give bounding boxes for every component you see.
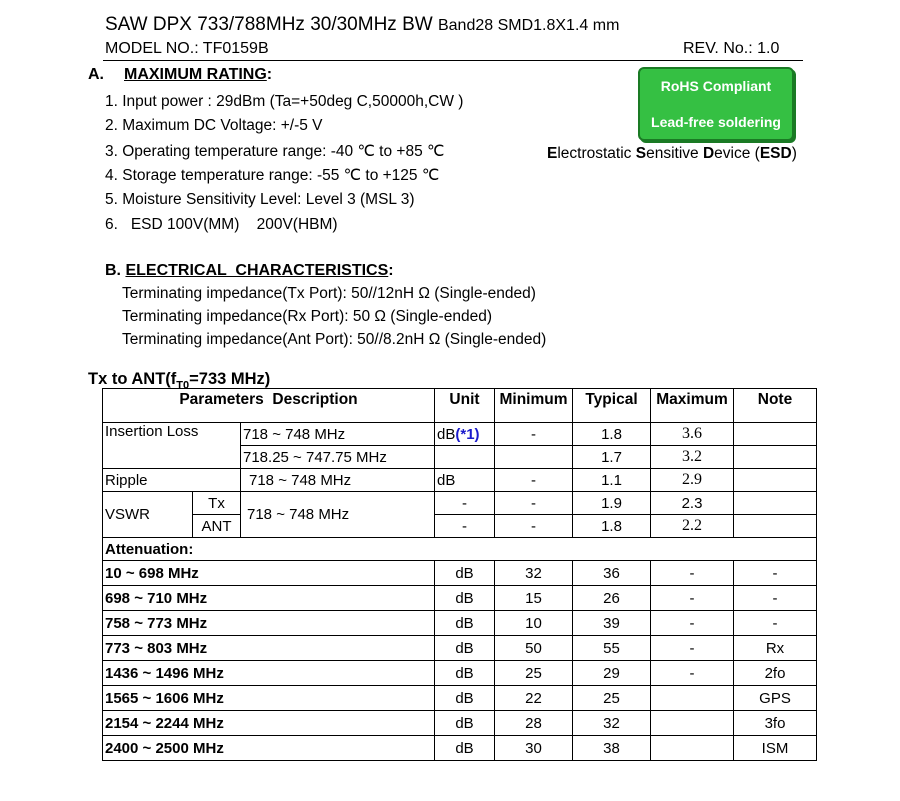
min-cell: 25 [495,661,573,686]
param-label: Ripple [103,469,241,492]
max-cell: - [651,561,734,586]
freq-range: 718 ~ 748 MHz [241,469,435,492]
rating-item: 1. Input power : 29dBm (Ta=+50deg C,50000h,CW ) [105,93,464,110]
param-label: Insertion Loss [103,423,241,469]
note-cell [734,469,817,492]
rohs-label: RoHS Compliant [660,78,772,94]
min-cell: 32 [495,561,573,586]
unit-cell: dB [435,611,495,636]
max-cell: 2.9 [651,469,734,492]
impedance-item: Terminating impedance(Tx Port): 50//12nH Ω (Single-ended) [122,285,536,302]
max-cell: - [651,636,734,661]
title-package: Band28 SMD1.8X1.4 mm [437,17,620,34]
col-header-typical: Typical [573,389,651,423]
unit-cell: dB [435,661,495,686]
typ-cell: 38 [573,736,651,761]
col-header-maximum: Maximum [651,389,734,423]
min-cell: 22 [495,686,573,711]
note-cell [734,423,817,446]
att-range: 758 ~ 773 MHz [103,611,435,636]
min-cell: - [495,492,573,515]
table-row [103,469,817,492]
unit-cell: dB [435,711,495,736]
max-cell [651,686,734,711]
impedance-item: Terminating impedance(Rx Port): 50 Ω (Single-ended) [122,308,492,325]
unit-cell: dB [435,736,495,761]
footnote-ref: (*1) [455,425,480,443]
att-range: 10 ~ 698 MHz [103,561,435,586]
esd-notice: Electrostatic Sensitive Device (ESD) [547,145,797,162]
min-cell: 28 [495,711,573,736]
impedance-item: Terminating impedance(Ant Port): 50//8.2nH Ω (Single-ended) [122,331,547,348]
document-title: SAW DPX 733/788MHz 30/30MHz BW Band28 SMD1.8X1.4 mm [105,14,620,35]
rating-item: 5. Moisture Sensitivity Level: Level 3 (MSL 3) [105,191,415,208]
min-cell: 10 [495,611,573,636]
typ-cell: 1.9 [573,492,651,515]
max-cell: - [651,611,734,636]
unit-cell: - [435,492,495,515]
typ-cell: 55 [573,636,651,661]
attenuation-row [103,586,817,611]
col-header-parameters: Parameters Description [103,389,435,423]
table-row [103,492,817,515]
typ-cell: 1.8 [573,423,651,446]
freq-range: 718 ~ 748 MHz [241,423,435,446]
min-cell: 15 [495,586,573,611]
min-cell [495,446,573,469]
attenuation-row [103,686,817,711]
att-range: 698 ~ 710 MHz [103,586,435,611]
unit-cell: dB [435,636,495,661]
max-cell: 3.6 [651,423,734,446]
attenuation-row [103,636,817,661]
typ-cell: 32 [573,711,651,736]
max-cell [651,711,734,736]
min-cell: - [495,469,573,492]
table-row [103,423,817,446]
typ-cell: 36 [573,561,651,586]
rating-item: 2. Maximum DC Voltage: +/-5 V [105,117,323,134]
unit-cell [435,446,495,469]
max-cell [651,736,734,761]
att-range: 1565 ~ 1606 MHz [103,686,435,711]
rating-item: 4. Storage temperature range: -55 ℃ to +125 ℃ [105,167,440,184]
table-title: Tx to $ANT(f_{T0}=733$ MHz) [88,370,271,392]
section-b-heading: B. ELECTRICAL CHARACTERISTICS: [105,262,394,279]
note-cell: ISM [734,736,817,761]
unit-cell: dB [435,586,495,611]
att-range: 1436 ~ 1496 MHz [103,661,435,686]
spec-table [102,388,817,761]
note-cell: GPS [734,686,817,711]
typ-cell: 26 [573,586,651,611]
min-cell: - [495,515,573,538]
section-a-heading: A. MAXIMUM RATING: [88,66,273,83]
unit-cell: dB [435,686,495,711]
att-range: 2400 ~ 2500 MHz [103,736,435,761]
typ-cell: 1.1 [573,469,651,492]
att-range: 2154 ~ 2244 MHz [103,711,435,736]
attenuation-row [103,661,817,686]
rating-item: 6. ESD 100V(MM) 200V(HBM) [105,216,338,233]
col-header-note: Note [734,389,817,423]
note-cell [734,446,817,469]
unit-cell: - [435,515,495,538]
param-label: VSWR [103,492,193,538]
table-header-row [103,389,817,423]
freq-range: 718.25 ~ 747.75 MHz [241,446,435,469]
attenuation-label: Attenuation: [103,538,817,561]
min-cell: 50 [495,636,573,661]
unit-cell: dB [435,561,495,586]
attenuation-row [103,736,817,761]
col-header-unit: Unit [435,389,495,423]
note-cell [734,492,817,515]
model-number: MODEL NO.: TF0159B [105,40,269,57]
note-cell: Rx [734,636,817,661]
header-divider [103,60,803,61]
max-cell: 2.3 [651,492,734,515]
max-cell: - [651,661,734,686]
attenuation-row [103,711,817,736]
typ-cell: 1.8 [573,515,651,538]
revision-number: REV. No.: 1.0 [683,40,780,57]
min-cell: 30 [495,736,573,761]
note-cell [734,515,817,538]
table-row [103,538,817,561]
note-cell: - [734,586,817,611]
attenuation-row [103,611,817,636]
note-cell: 3fo [734,711,817,736]
typ-cell: 29 [573,661,651,686]
max-cell: 3.2 [651,446,734,469]
port-cell: Tx [193,492,241,515]
attenuation-row [103,561,817,586]
lead-free-label: Lead-free soldering [651,114,781,130]
typ-cell: 1.7 [573,446,651,469]
max-cell: 2.2 [651,515,734,538]
unit-cell: dB(*1) [435,423,495,446]
col-header-minimum: Minimum [495,389,573,423]
note-cell: - [734,561,817,586]
typ-cell: 39 [573,611,651,636]
min-cell: - [495,423,573,446]
typ-cell: 25 [573,686,651,711]
freq-range: 718 ~ 748 MHz [241,492,435,538]
rohs-badge [638,67,794,141]
rating-item: 3. Operating temperature range: -40 ℃ to +85 ℃ [105,143,445,160]
note-cell: 2fo [734,661,817,686]
port-cell: ANT [193,515,241,538]
unit-cell: dB [435,469,495,492]
max-cell: - [651,586,734,611]
table-row [103,515,817,538]
att-range: 773 ~ 803 MHz [103,636,435,661]
note-cell: - [734,611,817,636]
